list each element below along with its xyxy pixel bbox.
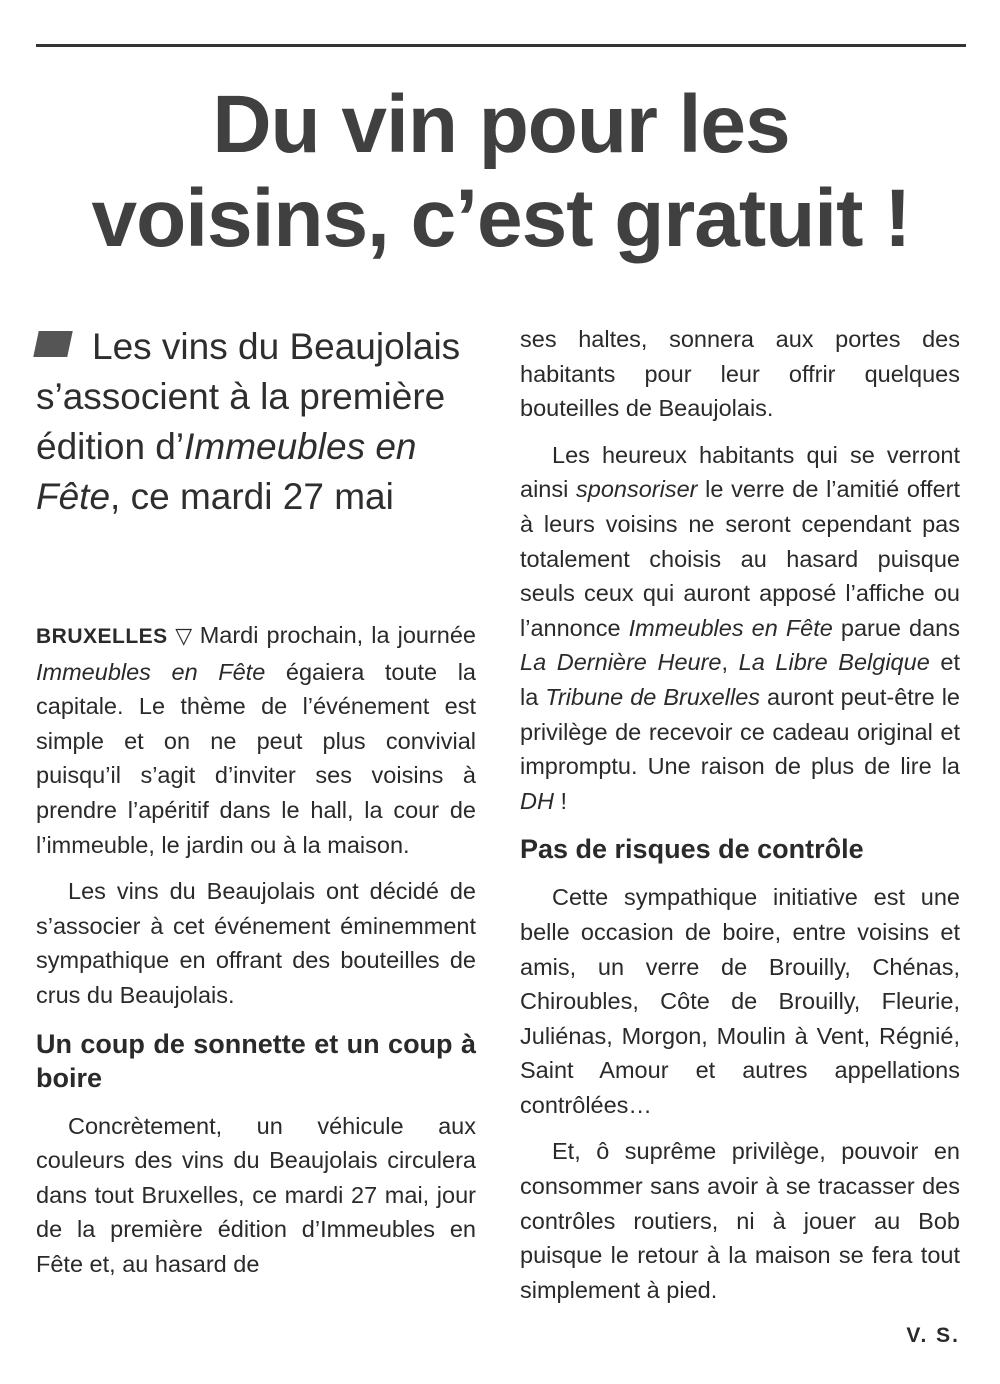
headline-line-2: voisins, c’est gratuit ! (91, 173, 911, 264)
article-body-left (36, 618, 476, 1282)
article-body-right (520, 322, 960, 1354)
top-rule (36, 44, 966, 47)
paragraph-5: Cette sympathique initiative est une belle occasion de boire, entre voisins et amis, un verre de Brouilly, Chénas, Chiroubles, Côte de Brouilly, Fleurie, Juliénas, Morgon, Moulin à Vent, Régnié, Saint Amour et autres appellations contrôlées… (520, 884, 960, 1118)
standfirst: Les vins du Beaujolais s’associent à la première édition d’Immeubles en Fête, ce mardi 27 mai (36, 322, 476, 522)
right-column (520, 322, 960, 1354)
subhead-2: Pas de risques de contrôle (520, 834, 864, 865)
headline (36, 78, 966, 266)
paragraph-6: Et, ô suprême privilège, pouvoir en consommer sans avoir à se tracasser des contrôles routiers, ni à jouer au Bob puisque le retour à la maison se fera tout simplement à pied. (520, 1138, 960, 1303)
triangle-marker-icon: ▽ (173, 623, 194, 648)
subhead-1: Un coup de sonnette et un coup à boire (36, 1028, 476, 1093)
paragraph-4: Les heureux habitants qui se verront ainsi sponsoriser le verre de l’amitié offert à leurs voisins ne seront cependant pas totalement choisis au hasard puisque seuls ceux qui auront apposé l’affiche ou l’annonce Immeubles en Fête parue dans La Dernière Heure, La Libre Belgique et la Tribune de Bruxelles auront peut-être le privilège de recevoir ce cadeau original et impromptu. Une raison de plus de lire la DH ! (520, 441, 961, 814)
paragraph-3: Concrètement, un véhicule aux couleurs des vins du Beaujolais circulera dans tout Bruxelles, ce mardi 27 mai, jour de la première édition d’Immeubles en Fête et, au hasard de (36, 1112, 476, 1277)
left-column (36, 322, 476, 1294)
headline-line-1: Du vin pour les (212, 79, 790, 170)
dateline: BRUXELLES (36, 625, 168, 648)
paragraph-1: BRUXELLES ▽ Mardi prochain, la journée Immeubles en Fête égaiera toute la capitale. Le thème de l’événement est simple et on ne peut plus convivial puisqu’il s’agit d’inviter ses voisins à prendre l’apéritif dans le hall, la cour de l’immeuble, le jardin ou à la maison. (36, 622, 476, 858)
paragraph-2: Les vins du Beaujolais ont décidé de s’associer à cet événement éminemment sympathique en offrant des bouteilles de crus du Beaujolais. (36, 878, 476, 1008)
author-signature: V. S. (906, 1324, 960, 1348)
paragraph-3-continued: ses haltes, sonnera aux portes des habitants pour leur offrir quelques bouteilles de Beaujolais. (520, 326, 960, 422)
square-bullet-icon (33, 331, 73, 357)
